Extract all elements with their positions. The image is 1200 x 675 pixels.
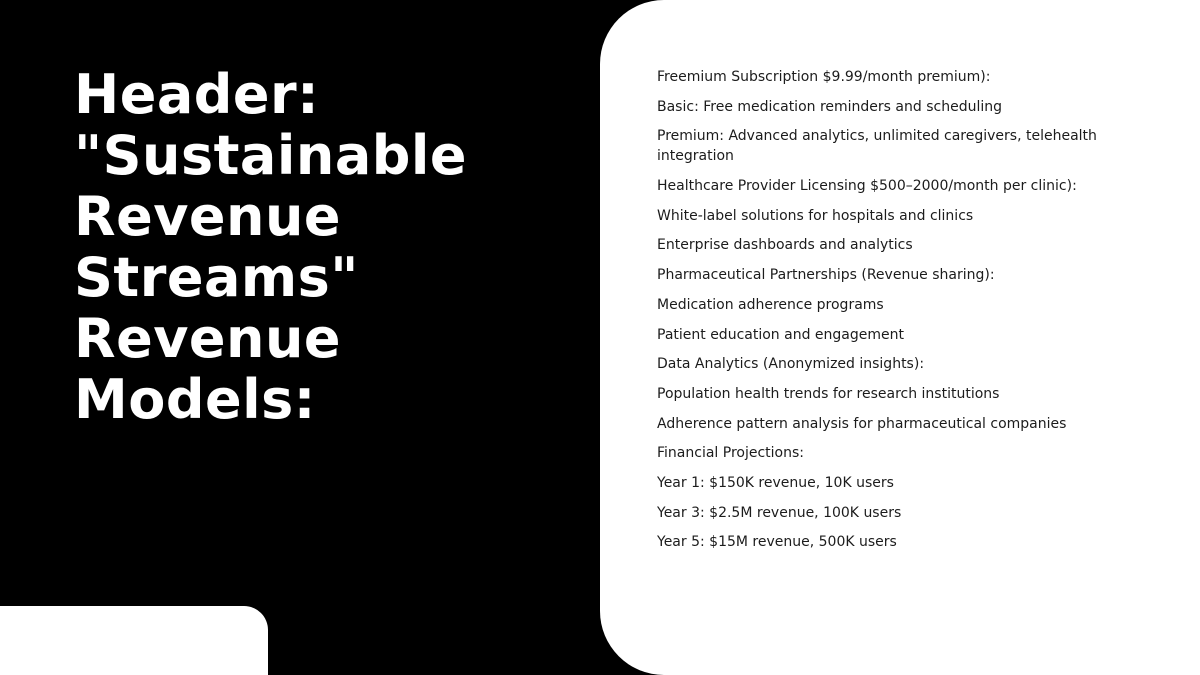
list-item: Enterprise dashboards and analytics [657, 237, 913, 254]
list-item: Year 3: $2.5M revenue, 100K users [657, 504, 902, 521]
list-item: Freemium Subscription $9.99/month premium): [657, 69, 991, 85]
content-list [657, 67, 1127, 562]
decorative-corner-block [0, 606, 268, 675]
list-item: Data Analytics (Anonymized insights): [657, 356, 925, 373]
list-item: Year 5: $15M revenue, 500K users [657, 534, 897, 551]
list-item: Adherence pattern analysis for pharmaceutical companies [657, 415, 1067, 432]
list-item: Premium: Advanced analytics, unlimited caregivers, telehealth integration [657, 128, 1097, 165]
list-item: Medication adherence programs [657, 296, 884, 313]
list-item: Population health trends for research institutions [657, 385, 1000, 402]
list-item: White-label solutions for hospitals and clinics [657, 207, 974, 224]
list-item: Financial Projections: [657, 445, 804, 462]
list-item: Pharmaceutical Partnerships (Revenue sharing): [657, 267, 995, 284]
list-item: Year 1: $150K revenue, 10K users [657, 474, 894, 491]
list-item: Healthcare Provider Licensing $500–2000/month per clinic): [657, 178, 1077, 195]
slide-title: Header: "Sustainable Revenue Streams" Revenue Models: [74, 63, 468, 431]
list-item: Patient education and engagement [657, 326, 904, 343]
list-item: Basic: Free medication reminders and scheduling [657, 98, 1002, 115]
content-panel [600, 0, 1200, 675]
